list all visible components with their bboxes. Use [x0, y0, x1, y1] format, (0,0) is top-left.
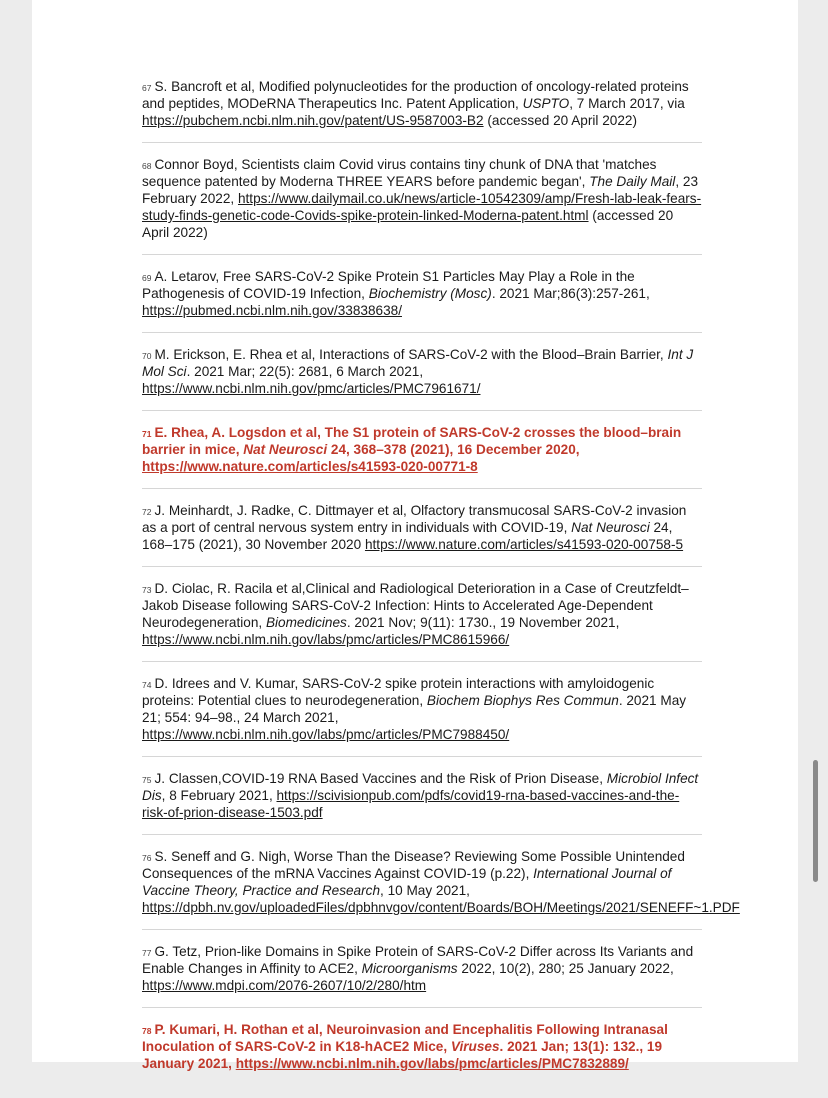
footnote-69: $^{69}$ A. Letarov, Free SARS-CoV-2 Spike Protein S1 Particles May Play a Role in the Pathogenesis of COVID-19 Infection, Biochemistry (Mosc). 2021 Mar;86(3):257-261, https://pubmed.ncbi.nlm.nih.gov/33838638/ [142, 268, 702, 333]
footnote-77: $^{77}$ G. Tetz, Prion-like Domains in Spike Protein of SARS-CoV-2 Differ across Its Variants and Enable Changes in Affinity to ACE2, Microorganisms 2022, 10(2), 280; 25 January 2022, https://www.mdpi.com/2076-2607/10/2/280/htm [142, 943, 702, 1008]
footnote-link[interactable]: https://www.dailymail.co.uk/news/article-10542309/amp/Fresh-lab-leak-fears-study-finds-genetic-code-Covids-spike-protein-linked-Moderna-patent.html [142, 191, 702, 223]
footnote-78-highlighted: $^{78}$ P. Kumari, H. Rothan et al, Neuroinvasion and Encephalitis Following Intranasal Inoculation of SARS-CoV-2 in K18-hACE2 Mice, Viruses. 2021 Jan; 13(1): 132., 19 January 2021, https://www.ncbi.nlm.nih.gov/labs/pmc/articles/PMC7832889/ [142, 1022, 668, 1071]
footnote-link[interactable]: https://pubchem.ncbi.nlm.nih.gov/patent/US-9587003-B2 [142, 113, 484, 128]
footnote-link[interactable]: https://www.ncbi.nlm.nih.gov/labs/pmc/articles/PMC7832889/ [235, 1056, 629, 1071]
footnote-link[interactable]: https://scivisionpub.com/pdfs/covid19-rna-based-vaccines-and-the-risk-of-prion-disease-1503.pdf [142, 788, 680, 820]
footnote-number: 75 [142, 775, 152, 785]
document-page [32, 0, 798, 1071]
footnote-number: 74 [142, 680, 152, 690]
footnote-75: $^{75}$ J. Classen,COVID-19 RNA Based Vaccines and the Risk of Prion Disease, Microbiol Infect Dis, 8 February 2021, https://scivisionpub.com/pdfs/covid19-rna-based-vaccines-and-the-risk-of-prion-disease-1503.pdf [142, 770, 702, 835]
footnotes-list [142, 78, 740, 1098]
footnote-number: 76 [142, 853, 152, 863]
footnote-number: 70 [142, 351, 152, 361]
footnote-72: $^{72}$ J. Meinhardt, J. Radke, C. Dittmayer et al, Olfactory transmucosal SARS-CoV-2 invasion as a port of central nervous system entry in individuals with COVID-19, Nat Neurosci 24, 168–175 (2021), 30 November 2020 https://www.nature.com/articles/s41593-020-00758-5 [142, 502, 702, 567]
footnote-76: $^{76}$ S. Seneff and G. Nigh, Worse Than the Disease? Reviewing Some Possible Unintended Consequences of the mRNA Vaccines Against COVID-19 (p.22), International Journal of Vaccine Theory, Practice and Research, 10 May 2021, https://dpbh.nv.gov/uploadedFiles/dpbhnvgov/content/Boards/BOH/Meetings/2021/SENEFF~1.PDF [142, 848, 702, 930]
footnote-link[interactable]: https://www.ncbi.nlm.nih.gov/pmc/articles/PMC7961671/ [142, 381, 481, 396]
footnote-number: 72 [142, 507, 152, 517]
footnote-number: 71 [142, 429, 152, 439]
footnote-link[interactable]: https://pubmed.ncbi.nlm.nih.gov/33838638/ [142, 303, 402, 318]
footnote-number: 67 [142, 83, 152, 93]
footnote-link[interactable]: https://www.ncbi.nlm.nih.gov/labs/pmc/articles/PMC8615966/ [142, 632, 510, 647]
footnote-74: $^{74}$ D. Idrees and V. Kumar, SARS-CoV-2 spike protein interactions with amyloidogenic proteins: Potential clues to neurodegeneration, Biochem Biophys Res Commun. 2021 May 21; 554: 94–98., 24 March 2021, https://www.ncbi.nlm.nih.gov/labs/pmc/articles/PMC7988450/ [142, 675, 702, 757]
footnote-73: $^{73}$ D. Ciolac, R. Racila et al,Clinical and Radiological Deterioration in a Case of Creutzfeldt–Jakob Disease following SARS-CoV-2 Infection: Hints to Accelerated Age-Dependent Neurodegeneration, Biomedicines. 2021 Nov; 9(11): 1730., 19 November 2021, https://www.ncbi.nlm.nih.gov/labs/pmc/articles/PMC8615966/ [142, 580, 702, 662]
footnote-number: 68 [142, 161, 152, 171]
footnote-number: 69 [142, 273, 152, 283]
footnote-link[interactable]: https://www.ncbi.nlm.nih.gov/labs/pmc/articles/PMC7988450/ [142, 727, 510, 742]
footnote-70: $^{70}$ M. Erickson, E. Rhea et al, Interactions of SARS-CoV-2 with the Blood–Brain Barrier, Int J Mol Sci. 2021 Mar; 22(5): 2681, 6 March 2021, https://www.ncbi.nlm.nih.gov/pmc/articles/PMC7961671/ [142, 346, 702, 411]
footnote-67: $^{67}$ S. Bancroft et al, Modified polynucleotides for the production of oncology-related proteins and peptides, MODeRNA Therapeutics Inc. Patent Application, USPTO, 7 March 2017, via https://pubchem.ncbi.nlm.nih.gov/patent/US-9587003-B2 (accessed 20 April 2022) [142, 78, 702, 143]
footnote-link[interactable]: https://www.nature.com/articles/s41593-020-00758-5 [364, 537, 684, 552]
footnote-number: 78 [142, 1026, 152, 1036]
footnote-71-highlighted: $^{71}$ E. Rhea, A. Logsdon et al, The S1 protein of SARS-CoV-2 crosses the blood–brain barrier in mice, Nat Neurosci 24, 368–378 (2021), 16 December 2020, https://www.nature.com/articles/s41593-020-00771-8 [142, 424, 702, 489]
footnote-link[interactable]: https://dpbh.nv.gov/uploadedFiles/dpbhnvgov/content/Boards/BOH/Meetings/2021/SENEFF~1.PDF [142, 900, 740, 915]
footnote-number: 77 [142, 948, 152, 958]
footnote-link[interactable]: https://www.mdpi.com/2076-2607/10/2/280/htm [142, 978, 427, 993]
footnote-link[interactable]: https://www.nature.com/articles/s41593-020-00771-8 [142, 459, 478, 474]
footnote-number: 73 [142, 585, 152, 595]
footnote-68: $^{68}$ Connor Boyd, Scientists claim Covid virus contains tiny chunk of DNA that 'matches sequence patented by Moderna THREE YEARS before pandemic began', The Daily Mail, 23 February 2022, https://www.dailymail.co.uk/news/article-10542309/amp/Fresh-lab-leak-fears-study-finds-genetic-code-Covids-spike-protein-linked-Moderna-patent.html (accessed 20 April 2022) [142, 156, 702, 255]
vertical-scrollbar[interactable] [813, 760, 818, 882]
